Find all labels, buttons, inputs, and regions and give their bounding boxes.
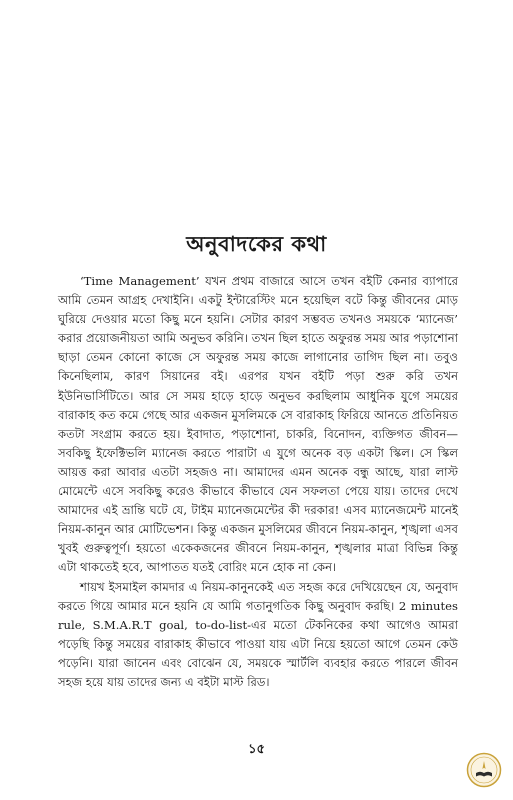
page-number: ১৫ — [248, 742, 265, 757]
body-text — [58, 272, 458, 692]
paragraph-2: শায়খ ইসমাইল কামদার এ নিয়ম-কানুনকেই এত সহজ করে দেখিয়েছেন যে, অনুবাদ করতে গিয়ে আমার মনে হয়নি যে আমি গতানুগতিক কিছু অনুবাদ করছি। 2 minutes rule, S.M.A.R.T goal, to-do-list-এর মতো টেকনিকের কথা আগেও আমরা পড়েছি কিন্তু সময়ের বারাকাহ কীভাবে পাওয়া যায় এটা নিয়ে হয়তো আগে তেমন কেউ পড়েনি। যারা জানেন এবং বোঝেন যে, সময়কে স্মার্টলি ব্যবহার করতে পারলে জীবন সহজ হয়ে যায় তাদের জন্য এ বইটা মাস্ট রিড। — [58, 579, 458, 689]
publisher-logo-icon — [466, 752, 502, 788]
paragraph-1: ‘Time Management’ যখন প্রথম বাজারে আসে তখন বইটি কেনার ব্যাপারে আমি তেমন আগ্রহ দেখাইনি। একটু ইন্টারেস্টিং মনে হয়েছিল বটে কিন্তু জীবনের মোড় ঘুরিয়ে দেওয়ার মতো কিছু মনে হয়নি। সেটার কারণ সম্ভবত তখনও সময়কে ‘ম্যানেজ’ করার প্রয়োজনীয়তা আমি অনুভব করিনি। তখন ছিল হাতে অফুরন্ত সময় আর পড়াশোনা ছাড়া তেমন কোনো কাজে সে অফুরন্ত সময় কাজে লাগানোর তাগিদ ছিল না। তবুও কিনেছিলাম, কারণ সিয়ানের বই। এরপর যখন বইটি পড়া শুরু করি তখন ইউনিভার্সিটিতে। আর সে সময় হাড়ে হাড়ে অনুভব করছিলাম আধুনিক যুগে সময়ের বারাকাহ কত কমে গেছে আর একজন মুসলিমকে সে বারাকাহ ফিরিয়ে আনতে প্রতিনিয়ত কতটা সংগ্রাম করতে হয়। ইবাদাত, পড়াশোনা, চাকরি, বিনোদন, ব্যক্তিগত জীবন—সবকিছু ইফেক্টিভলি ম্যানেজ করতে পারাটা এ যুগে অনেক বড় একটা স্কিল। সে স্কিল আয়ত্ত করা আবার এতটা সহজও না। আমাদের এমন অনেক বন্ধু আছে, যারা লাস্ট মোমেন্টে এসে সবকিছু করেও কীভাবে কীভাবে যেন সফলতা পেয়ে যায়। তাদের দেখে আমাদের এই ভ্রান্তি ঘটে যে, টাইম ম্যানেজমেন্টের কী দরকার! এসব ম্যানেজমেন্ট মানেই নিয়ম-কানুন আর মোটিভেশন। কিন্তু একজন মুসলিমের জীবনে নিয়ম-কানুন, শৃঙ্খলা এসব খুবই গুরুত্বপূর্ণ। হয়তো একেকজনের জীবনে নিয়ম-কানুন, শৃঙ্খলার মাত্রা বিভিন্ন কিন্তু এটা থাকতেই হবে, আপাতত যতই বোরিং মনে হোক না কেন। — [58, 274, 458, 575]
chapter-heading: অনুবাদকের কথা — [186, 231, 327, 256]
